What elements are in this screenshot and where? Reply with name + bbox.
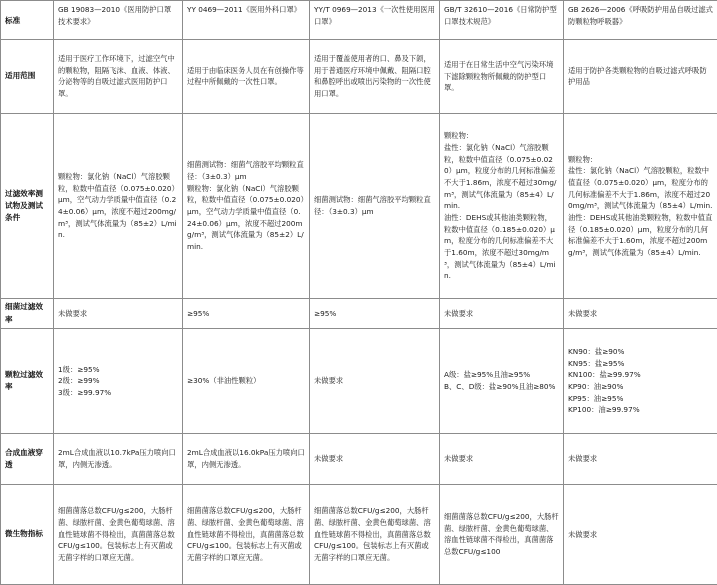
cell-filtration-yy0469: 细菌测试物：细菌气溶胶平均颗粒直径：（3±0.3）μm 颗粒物：氯化钠（NaCl）气溶胶颗粒，粒数中值直径（0.075±0.020）μm，空气动力学质量中值直径（0.24±0.06）μm，浓度不超过200mg/m³，测试气体流量为（85±2）L/min. — [183, 113, 310, 299]
row-label-standard: 标准 — [1, 1, 54, 40]
cell-standard-yy0969: YY/T 0969—2013《一次性使用医用口罩》 — [310, 1, 440, 40]
row-scope — [1, 40, 717, 114]
row-label-bfe: 细菌过滤效率 — [1, 299, 54, 329]
cell-scope-gb32610: 适用于在日常生活中空气污染环境下滤除颗粒物所佩戴的防护型口罩。 — [440, 40, 564, 114]
cell-blood-yy0969: 未做要求 — [310, 434, 440, 485]
row-label-blood: 合成血液穿透 — [1, 434, 54, 485]
cell-bfe-yy0969: ≥95% — [310, 299, 440, 329]
cell-pfe-gb2626: KN90：盐≥90% KN95：盐≥95% KN100：盐≥99.97% KP90：油≥90% KP95：油≥95% KP100：油≥99.97% — [564, 328, 717, 433]
cell-blood-yy0469: 2mL合成血液以16.0kPa压力喷向口罩，内侧无渗透。 — [183, 434, 310, 485]
row-label-scope: 适用范围 — [1, 40, 54, 114]
cell-pfe-yy0469: ≥30%（非油性颗粒） — [183, 328, 310, 433]
cell-filtration-gb19083: 颗粒物：氯化钠（NaCl）气溶胶颗粒，粒数中值直径（0.075±0.020）μm，空气动力学质量中值直径（0.24±0.06）μm，浓度不超过200mg/m³，测试气体流量为（85±2）L/min. — [54, 113, 183, 299]
cell-bfe-gb19083: 未做要求 — [54, 299, 183, 329]
cell-blood-gb32610: 未做要求 — [440, 434, 564, 485]
cell-filtration-yy0969: 细菌测试物：细菌气溶胶平均颗粒直径：（3±0.3）μm — [310, 113, 440, 299]
cell-microbial-gb19083: 细菌菌落总数CFU/g≤200，大肠杆菌、绿脓杆菌、金黄色葡萄球菌、溶血性链球菌不得检出，真菌菌落总数CFU/g≤100。包装标志上有灭菌或无菌字样的口罩应无菌。 — [54, 484, 183, 584]
cell-standard-gb32610: GB/T 32610—2016《日常防护型口罩技术规范》 — [440, 1, 564, 40]
row-standard — [1, 1, 717, 40]
cell-bfe-gb2626: 未做要求 — [564, 299, 717, 329]
row-synthetic-blood — [1, 434, 717, 485]
row-bacterial-filtration — [1, 299, 717, 329]
row-particle-filtration — [1, 328, 717, 433]
cell-scope-gb19083: 适用于医疗工作环境下，过滤空气中的颗粒物，阻隔飞沫、血液、体液、分泌物等的自吸过滤式医用防护口罩。 — [54, 40, 183, 114]
row-filtration-conditions — [1, 113, 717, 299]
row-label-microbial: 微生物指标 — [1, 484, 54, 584]
cell-scope-yy0469: 适用于由临床医务人员在有创操作等过程中所佩戴的一次性口罩。 — [183, 40, 310, 114]
cell-scope-gb2626: 适用于防护各类颗粒物的自吸过滤式呼吸防护用品 — [564, 40, 717, 114]
cell-blood-gb19083: 2mL合成血液以10.7kPa压力喷向口罩，内侧无渗透。 — [54, 434, 183, 485]
row-microbial — [1, 484, 717, 584]
cell-pfe-yy0969: 未做要求 — [310, 328, 440, 433]
row-label-filtration: 过滤效率测试物及测试条件 — [1, 113, 54, 299]
cell-standard-gb2626: GB 2626—2006《呼吸防护用品自吸过滤式防颗粒物呼吸器》 — [564, 1, 717, 40]
row-label-pfe: 颗粒过滤效率 — [1, 328, 54, 433]
cell-filtration-gb2626: 颗粒物： 盐性：氯化钠（NaCl）气溶胶颗粒，粒数中值直径（0.075±0.020）μm，粒度分布的几何标准偏差不大于1.86m，浓度不超过200mg/m³，测试气体流量为（85±4）L/min. 油性：DEHS或其他油类颗粒物，粒数中值直径（0.185±0.020）μm，粒度分布的几何标准偏差不大于1.60m，浓度不超过200mg/m³，测试气体流量为（85±4）L/min. — [564, 113, 717, 299]
cell-pfe-gb32610: A级：盐≥95%且油≥95% B、C、D级：盐≥90%且油≥80% — [440, 328, 564, 433]
cell-filtration-gb32610: 颗粒物： 盐性：氯化钠（NaCl）气溶胶颗粒，粒数中值直径（0.075±0.020）μm，粒度分布的几何标准偏差不大于1.86m，浓度不超过30mg/m³，测试气体流量为（85±4）L/min. 油性：DEHS或其他油类颗粒物，粒数中值直径（0.185±0.020）μm，粒度分布的几何标准偏差不大于1.60m，浓度不超过30mg/m³，测试气体流量为（85±4）L/min. — [440, 113, 564, 299]
cell-microbial-yy0469: 细菌菌落总数CFU/g≤200，大肠杆菌、绿脓杆菌、金黄色葡萄球菌、溶血性链球菌不得检出，真菌菌落总数CFU/g≤100。包装标志上有灭菌或无菌字样的口罩应无菌。 — [183, 484, 310, 584]
cell-standard-gb19083: GB 19083—2010《医用防护口罩技术要求》 — [54, 1, 183, 40]
cell-pfe-gb19083: 1级：≥95% 2级：≥99% 3级：≥99.97% — [54, 328, 183, 433]
cell-blood-gb2626: 未做要求 — [564, 434, 717, 485]
cell-bfe-gb32610: 未做要求 — [440, 299, 564, 329]
cell-bfe-yy0469: ≥95% — [183, 299, 310, 329]
cell-microbial-gb32610: 细菌菌落总数CFU/g≤200，大肠杆菌、绿脓杆菌、金黄色葡萄球菌、溶血性链球菌不得检出，真菌菌落总数CFU/g≤100 — [440, 484, 564, 584]
cell-microbial-yy0969: 细菌菌落总数CFU/g≤200，大肠杆菌、绿脓杆菌、金黄色葡萄球菌、溶血性链球菌不得检出，真菌菌落总数CFU/g≤100。包装标志上有灭菌或无菌字样的口罩应无菌。 — [310, 484, 440, 584]
cell-microbial-gb2626: 未做要求 — [564, 484, 717, 584]
cell-scope-yy0969: 适用于覆盖使用者的口、鼻及下颌，用于普通医疗环境中佩戴、阻隔口腔和鼻腔呼出或喷出污染物的一次性使用口罩。 — [310, 40, 440, 114]
cell-standard-yy0469: YY 0469—2011《医用外科口罩》 — [183, 1, 310, 40]
